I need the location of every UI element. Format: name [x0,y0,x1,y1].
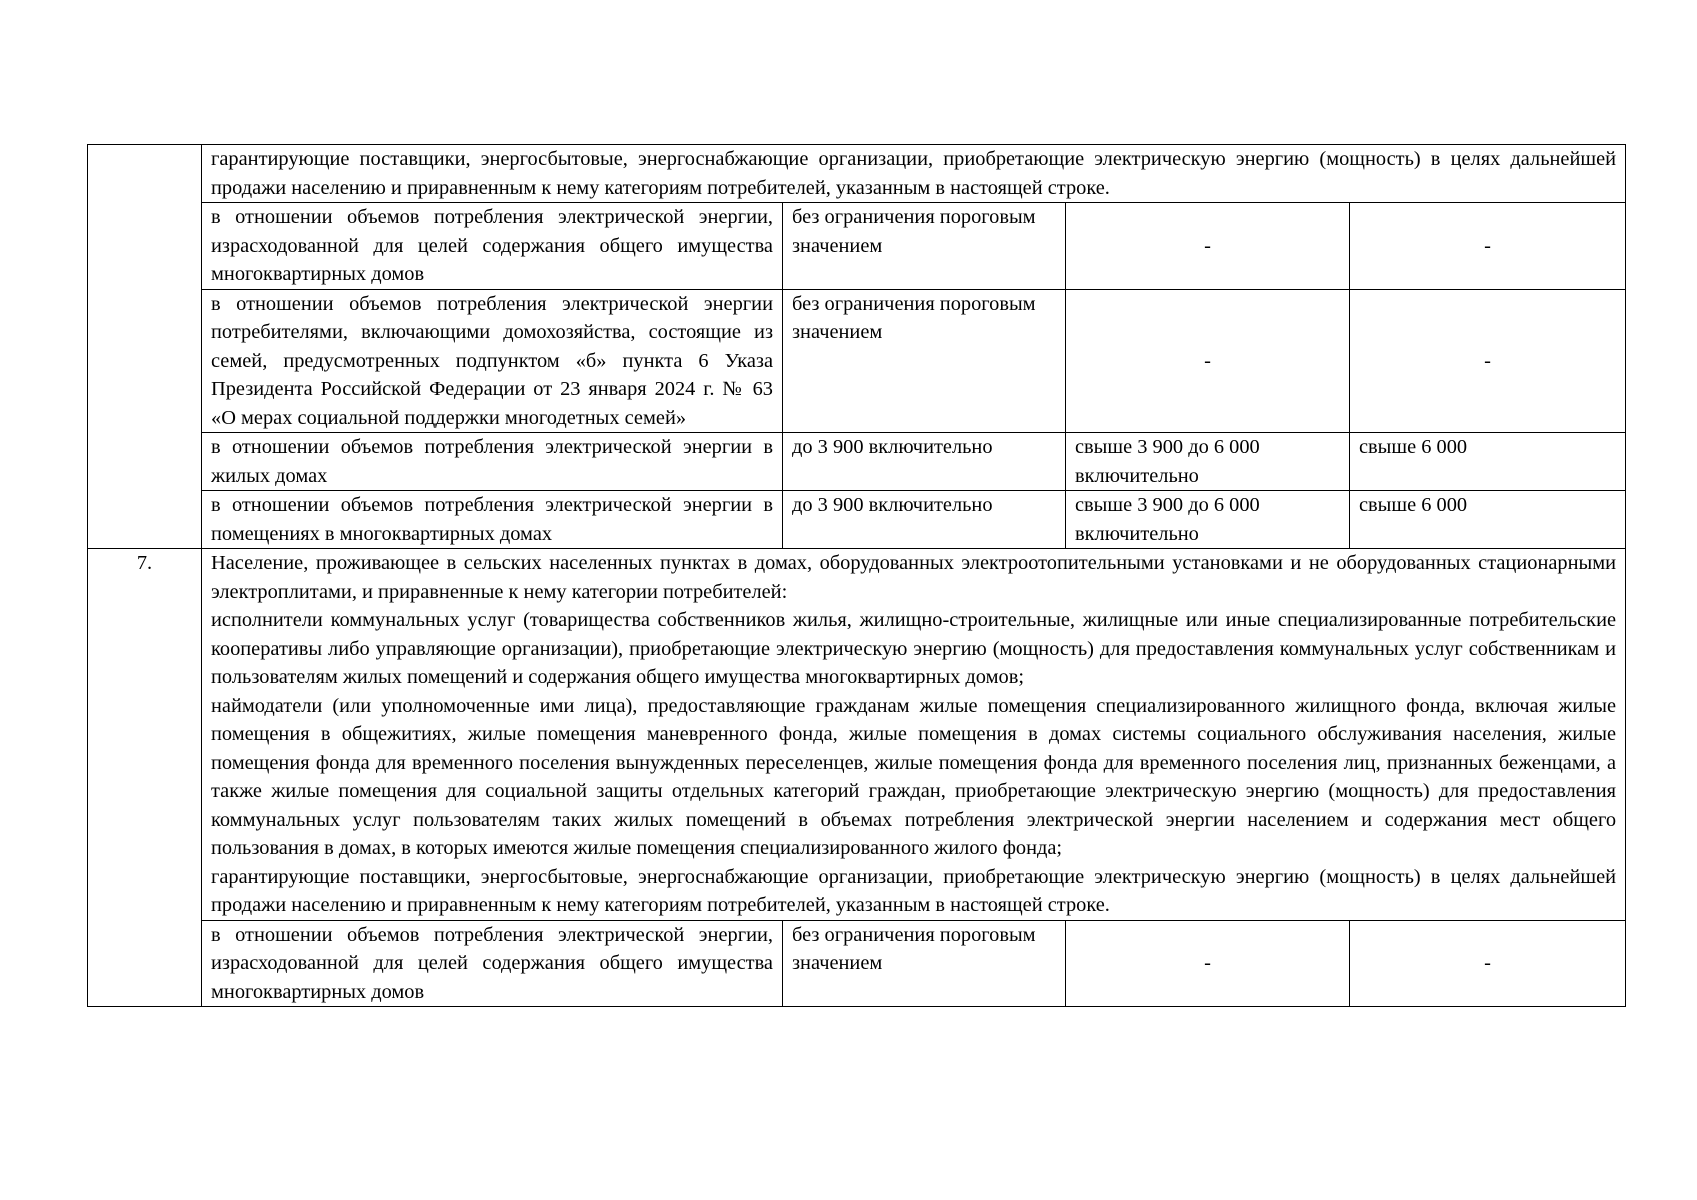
document-page [87,144,1625,1007]
category-description [202,549,1626,921]
consumption-description: в отношении объемов потребления электрической энергии потребителями, включающими домохозяйства, состоящие из семей, предусмотренных подпунктом «б» пункта 6 Указа Президента Российской Федерации от 23 января 2024 г. № 63 «О мерах социальной поддержки многодетных семей» [202,289,783,433]
threshold-range-3: - [1350,289,1626,433]
consumption-description: в отношении объемов потребления электрической энергии в жилых домах [202,433,783,491]
tariff-table [87,144,1626,1007]
threshold-range-1: до 3 900 включительно [783,491,1066,549]
threshold-range-1: без ограничения пороговым значением [783,289,1066,433]
threshold-range-3: свыше 6 000 [1350,491,1626,549]
threshold-range-3: - [1350,920,1626,1007]
threshold-range-3: свыше 6 000 [1350,433,1626,491]
threshold-range-2: свыше 3 900 до 6 000 включительно [1066,491,1350,549]
category-description: гарантирующие поставщики, энергосбытовые, энергоснабжающие организации, приобретающие электрическую энергию (мощность) в целях дальнейшей продажи населению и приравненным к нему категориям потребителей, указанным в настоящей строке. [202,145,1626,203]
table-row [88,433,1626,491]
threshold-range-3: - [1350,203,1626,290]
threshold-range-2: - [1066,920,1350,1007]
table-row [88,203,1626,290]
paragraph: гарантирующие поставщики, энергосбытовые, энергоснабжающие организации, приобретающие электрическую энергию (мощность) в целях дальнейшей продажи населению и приравненным к нему категориям потребителей, указанным в настоящей строке. [211,865,1617,916]
consumption-description: в отношении объемов потребления электрической энергии, израсходованной для целей содержания общего имущества многоквартирных домов [202,203,783,290]
table-row [88,920,1626,1007]
table-row [88,145,1626,203]
row-number-cell-empty [88,145,202,549]
paragraph: исполнители коммунальных услуг (товарищества собственников жилья, жилищно-строительные, жилищные или иные специализированные потребительские кооперативы либо управляющие организации), приобретающие электрическую энергию (мощность) для предоставления коммунальных услуг собственникам и пользователям жилых помещений и содержания общего имущества многоквартирных домов; [211,609,1617,688]
threshold-range-1: без ограничения пороговым значением [783,920,1066,1007]
threshold-range-2: - [1066,289,1350,433]
threshold-range-2: - [1066,203,1350,290]
consumption-description: в отношении объемов потребления электрической энергии в помещениях в многоквартирных домах [202,491,783,549]
paragraph: Население, проживающее в сельских населенных пунктах в домах, оборудованных электроотопительными установками и не оборудованных стационарными электроплитами, и приравненные к нему категории потребителей: [211,552,1617,603]
row-number: 7. [88,549,202,1007]
threshold-range-2: свыше 3 900 до 6 000 включительно [1066,433,1350,491]
threshold-range-1: без ограничения пороговым значением [783,203,1066,290]
table-row [88,289,1626,433]
table-row [88,491,1626,549]
paragraph: наймодатели (или уполномоченные ими лица), предоставляющие гражданам жилые помещения специализированного жилищного фонда, включая жилые помещения в общежитиях, жилые помещения маневренного фонда, жилые помещения в домах системы социального обслуживания населения, жилые помещения фонда для временного поселения вынужденных переселенцев, жилые помещения фонда для временного поселения лиц, признанных беженцами, а также жилые помещения для социальной защиты отдельных категорий граждан, приобретающие электрическую энергию (мощность) для предоставления коммунальных услуг пользователям таких жилых помещений в объемах потребления электрической энергии населением и содержания мест общего пользования в домах, в которых имеются жилые помещения специализированного жилого фонда; [211,694,1617,859]
consumption-description: в отношении объемов потребления электрической энергии, израсходованной для целей содержания общего имущества многоквартирных домов [202,920,783,1007]
table-row [88,549,1626,921]
threshold-range-1: до 3 900 включительно [783,433,1066,491]
